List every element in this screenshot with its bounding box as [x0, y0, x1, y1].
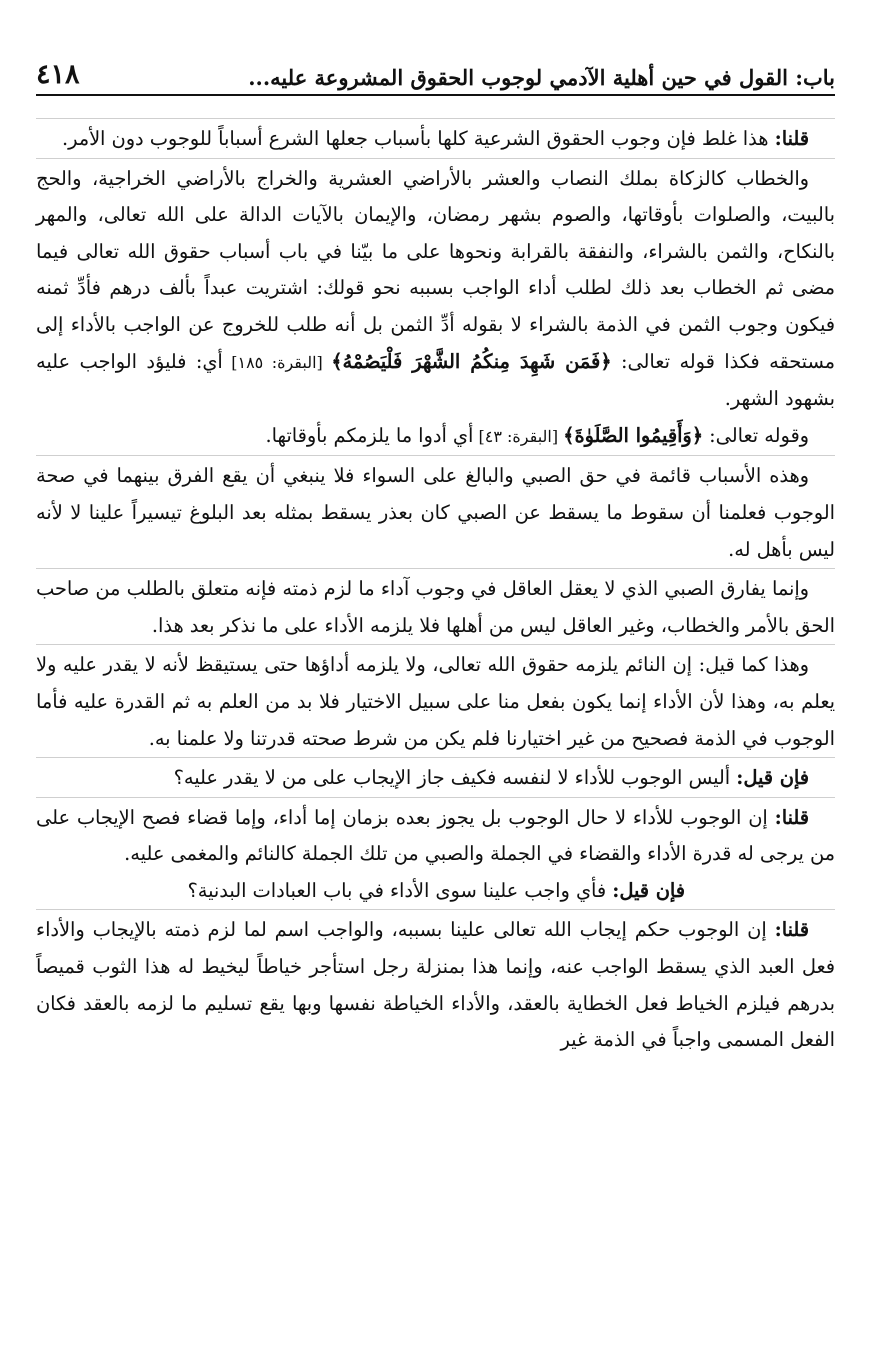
- paragraph-3: [36, 418, 835, 456]
- paragraph-7: [36, 757, 835, 797]
- paragraph-text: أليس الوجوب للأداء لا لنفسه فكيف جاز الإيجاب على من لا يقدر عليه؟: [173, 766, 737, 790]
- paragraph-text: وإنما يفارق الصبي الذي لا يعقل العاقل في وجوب آداء ما لزم ذمته فإنه متعلق بالطلب من صاحب الحق بالأمر والخطاب، وغير العاقل ليس من أهلها فلا يلزمه الأداء على ما نذكر بعد هذا.: [36, 577, 835, 637]
- paragraph-10: [36, 909, 835, 1058]
- paragraph-lead: فإن قيل:: [612, 878, 685, 902]
- quran-verse: ﴿وَأَقِيمُوا الصَّلَوٰةَ﴾: [563, 423, 704, 447]
- page-body: [36, 118, 835, 1059]
- paragraph-lead: قلنا:: [774, 127, 809, 150]
- paragraph-text: إن الوجوب للأداء لا حال الوجوب بل يجوز بعده بزمان إما أداء، وإما قضاء فصح الإيجاب على من يرجى له قدرة الأداء والقضاء في الجملة والصبي من تلك الجملة كالنائم والمغمى عليه.: [36, 805, 835, 866]
- running-title: باب: القول في حين أهلية الآدمي لوجوب الحقوق المشروعة عليه...: [248, 65, 835, 90]
- paragraph-9: [36, 873, 835, 910]
- paragraph-6: [36, 644, 835, 757]
- page-number: ٤١٨: [36, 59, 80, 90]
- paragraph-text: إن الوجوب حكم إيجاب الله تعالى علينا بسببه، والواجب اسم لما لزم ذمته بالإيجاب والأداء فعل العبد الذي يسقط الواجب عنه، وإنما هذا بمنزلة رجل استأجر خياطاً ليخيط له هذا الثوب قميصاً بدرهم فيلزم الخياط فعل الخطاية بالعقد، والأداء الخياطة نفسها وبها يقع تسليم ما لزمه بالعقد فكان الفعل المسمى واجباً في الذمة غير: [36, 918, 835, 1052]
- paragraph-text: والخطاب كالزكاة بملك النصاب والعشر بالأراضي العشرية والخراج بالأراضي الخراجية، والحج بالبيت، والصلوات بأوقاتها، والصوم بشهر رمضان، والإيمان بالآيات الدالة على الله تعالى، والمهر بالنكاح، والثمن بالشراء، والنفقة بالقرابة ونحوها على ما بيّنا في باب أسباب حقوق الله تعالى فيما مضى ثم الخطاب بعد ذلك لطلب أداء الواجب بسببه نحو قولك: اشتريت عبداً بألف درهم فأدِّ ثمنه فيكون وجوب الثمن في الذمة بالشراء لا بقوله أدِّ الثمن بل أنه طلب للخروج عن الواجب بالأداء إلى مستحقه فكذا قوله تعالى:: [36, 166, 836, 373]
- paragraph-4: [36, 455, 835, 568]
- paragraph-text: وهذه الأسباب قائمة في حق الصبي والبالغ على السواء فلا ينبغي أن يقع الفرق بينهما في صحة الوجوب فعلمنا أن سقوط ما يسقط عن الصبي كان بعذر يسقط بمثله بعد البلوغ تيسيراً علينا لا لأنه ليس بأهل له.: [36, 464, 835, 561]
- paragraph-2: [36, 158, 835, 418]
- paragraph-lead: قلنا:: [774, 918, 809, 942]
- paragraph-text: وقوله تعالى:: [703, 423, 809, 447]
- verse-reference: [البقرة: ١٨٥]: [222, 352, 332, 372]
- paragraph-tail: أي: فليؤد الواجب عليه بشهود الشهر.: [36, 349, 835, 411]
- paragraph-tail: أي أدوا ما يلزمكم بأوقاتها.: [265, 423, 474, 447]
- quran-verse: ﴿فَمَن شَهِدَ مِنكُمُ الشَّهْرَ فَلْيَصُمْهُ﴾: [331, 349, 612, 373]
- paragraph-1: [36, 118, 835, 158]
- paragraph-text: وهذا كما قيل: إن النائم يلزمه حقوق الله تعالى، ولا يلزمه أداؤها حتى يستيقظ لأنه لا يقدر عليه ولا يعلم به، وهذا لأن الأداء إنما يكون بفعل منا على سبيل الاختيار فلا بد من العلم به ثم القدرة عليه فأما الوجوب في الذمة فصحيح من غير اختيارنا فلم يكن من شرط صحته قدرتنا ولا علمنا به.: [36, 653, 835, 750]
- page-header: [36, 56, 835, 96]
- paragraph-5: [36, 568, 835, 644]
- paragraph-lead: قلنا:: [774, 805, 809, 829]
- paragraph-text: فأي واجب علينا سوى الأداء في باب العبادات البدنية؟: [187, 878, 613, 902]
- paragraph-text: هذا غلط فإن وجوب الحقوق الشرعية كلها بأسباب جعلها الشرع أسباباً للوجوب دون الأمر.: [61, 127, 775, 150]
- paragraph-lead: فإن قيل:: [736, 766, 809, 790]
- verse-reference: [البقرة: ٤٣]: [473, 426, 564, 446]
- paragraph-8: [36, 797, 835, 873]
